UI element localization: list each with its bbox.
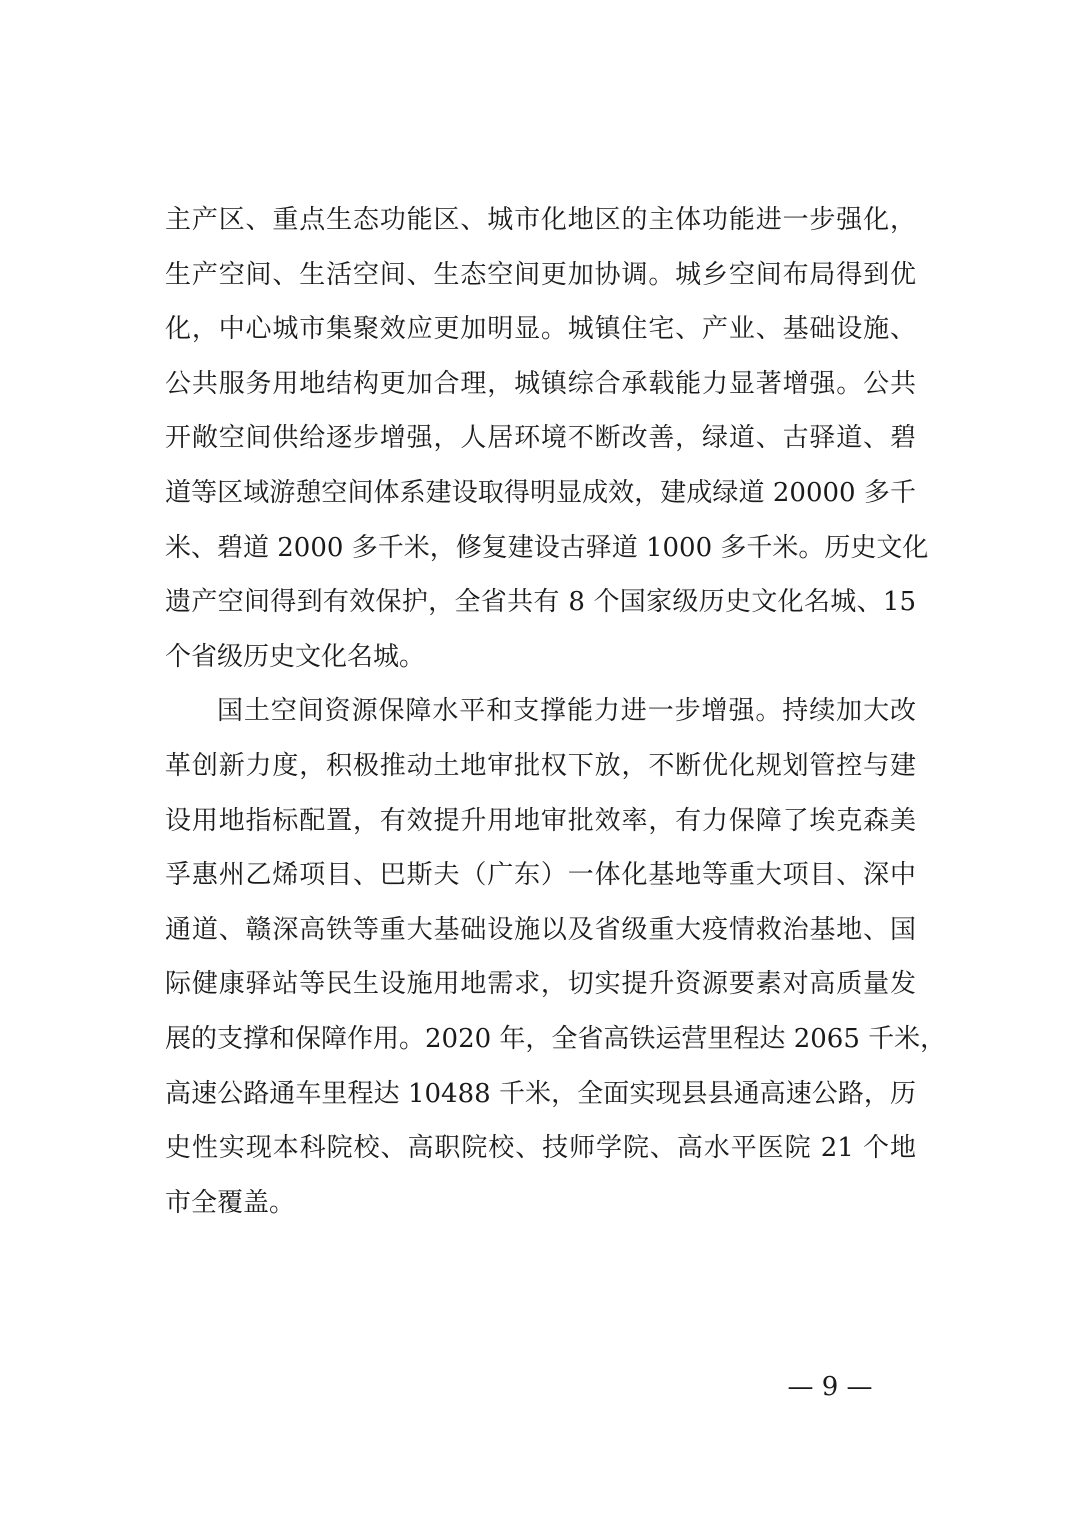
text-line: 通道、赣深高铁等重大基础设施以及省级重大疫情救治基地、国 [165, 914, 916, 945]
text-line: 个省级历史文化名城。 [165, 641, 426, 672]
text-line: 化，中心城市集聚效应更加明显。城镇住宅、产业、基础设施、 [165, 314, 916, 345]
text-line: 展的支撑和保障作用。2020 年，全省高铁运营里程达 2065 千米， [165, 1023, 947, 1054]
text-line: 开敞空间供给逐步增强，人居环境不断改善，绿道、古驿道、碧 [165, 423, 916, 454]
text-line: 革创新力度，积极推动土地审批权下放，不断优化规划管控与建 [165, 750, 916, 781]
paragraph-2 [165, 684, 947, 1230]
text-line: 设用地指标配置，有效提升用地审批效率，有力保障了埃克森美 [165, 805, 916, 836]
text-line: 主产区、重点生态功能区、城市化地区的主体功能进一步强化， [165, 205, 916, 235]
text-line: 公共服务用地结构更加合理，城镇综合承载能力显著增强。公共 [165, 368, 916, 399]
text-line: 遗产空间得到有效保护，全省共有 8 个国家级历史文化名城、15 [165, 587, 916, 618]
text-line: 孚惠州乙烯项目、巴斯夫（广东）一体化基地等重大项目、深中 [165, 860, 916, 891]
text-line: 米、碧道 2000 多千米，修复建设古驿道 1000 多千米。历史文化 [165, 532, 929, 563]
text-line: 史性实现本科院校、高职院校、技师学院、高水平医院 21 个地 [165, 1133, 916, 1164]
paragraph-1 [165, 193, 929, 684]
text-line: 高速公路通车里程达 10488 千米，全面实现县县通高速公路，历 [165, 1078, 916, 1109]
text-line: 生产空间、生活空间、生态空间更加协调。城乡空间布局得到优 [165, 259, 916, 290]
page-number: — 9 — [787, 1372, 873, 1402]
text-line: 市全覆盖。 [165, 1187, 296, 1218]
body-text [165, 193, 947, 1230]
text-line: 道等区域游憩空间体系建设取得明显成效，建成绿道 20000 多千 [165, 477, 916, 508]
text-line: 际健康驿站等民生设施用地需求，切实提升资源要素对高质量发 [165, 969, 916, 1000]
text-line: 国土空间资源保障水平和支撑能力进一步增强。持续加大改 [217, 696, 916, 727]
